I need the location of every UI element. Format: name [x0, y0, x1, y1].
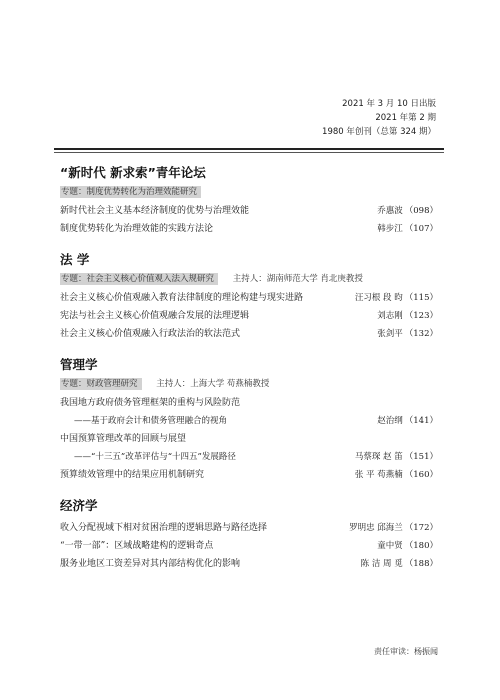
toc-entry[interactable] [60, 325, 438, 343]
entry-title: 社会主义核心价值观融入教育法律制度的理论构建与现实进路 [60, 293, 304, 303]
publication-info [322, 97, 436, 139]
entry-author: 张 平 苟燕楠 [354, 470, 403, 480]
section-heading: 管理学 [60, 357, 98, 372]
toc-entry[interactable] [60, 202, 438, 220]
entry-title: 社会主义核心价值观融入行政法治的软法范式 [60, 329, 241, 339]
toc-entry[interactable] [60, 430, 438, 448]
publish-date: 2021 年 3 月 10 日出版 [342, 99, 436, 109]
entry-title: 我国地方政府债务管理框架的重构与风险防范 [60, 398, 241, 408]
header-rule-thin [54, 152, 444, 153]
entry-title: 宪法与社会主义核心价值观融合发展的法理逻辑 [60, 311, 250, 321]
section-heading: “新时代 新求索”青年论坛 [60, 165, 206, 180]
entry-author: 乔惠波 [377, 206, 403, 216]
toc-entry[interactable] [60, 289, 438, 307]
section-youth-forum [60, 163, 438, 238]
section-heading: 法 学 [60, 252, 90, 267]
toc-entry[interactable] [60, 448, 438, 466]
special-topic-label: 专题：制度优势转化为治理效能研究 [60, 186, 201, 198]
table-of-contents [60, 163, 438, 585]
entry-page: （123） [404, 311, 438, 321]
entry-page: （188） [404, 559, 438, 569]
entry-page: （141） [404, 416, 438, 426]
entry-page: （172） [404, 523, 438, 533]
entry-author: 罗明忠 邱海兰 [349, 523, 403, 533]
entry-title: 收入分配视域下相对贫困治理的逻辑思路与路径选择 [60, 523, 268, 533]
entry-author: 童中贤 [377, 541, 403, 551]
toc-entry[interactable] [60, 555, 438, 573]
entry-page: （115） [404, 293, 438, 303]
entry-author: 韩步江 [377, 224, 403, 234]
issue-number: 2021 年第 2 期 [375, 113, 436, 123]
section-law [60, 250, 438, 343]
entry-title: “一带一部”：区域战略建构的逻辑奇点 [60, 541, 214, 551]
special-topic-label: 专题：社会主义核心价值观入法入规研究 [60, 273, 218, 285]
entry-page: （132） [404, 329, 438, 339]
entry-page: （107） [404, 224, 438, 234]
special-topic [60, 186, 438, 199]
toc-entry[interactable] [60, 466, 438, 484]
special-topic [60, 378, 438, 391]
special-topic-host: 主持人：上海大学 苟燕楠教授 [156, 379, 270, 389]
entry-author: 张剑平 [377, 329, 403, 339]
section-economics [60, 496, 438, 573]
entry-subtitle: ——“十三五”改革评估与“十四五”发展路径 [74, 452, 236, 462]
entry-author: 刘志刚 [377, 311, 403, 321]
entry-title: 预算绩效管理中的结果应用机制研究 [60, 470, 205, 480]
entry-page: （098） [404, 206, 438, 216]
toc-entry[interactable] [60, 220, 438, 238]
entry-page: （180） [404, 541, 438, 551]
section-heading: 经济学 [60, 498, 98, 513]
entry-title: 新时代社会主义基本经济制度的优势与治理效能 [60, 206, 250, 216]
toc-entry[interactable] [60, 307, 438, 325]
toc-entry[interactable] [60, 394, 438, 412]
special-topic-host: 主持人：湖南师范大学 肖北庚教授 [232, 274, 363, 284]
entry-author: 陈 洁 周 觅 [360, 559, 403, 569]
entry-title: 服务业地区工资差异对其内部结构优化的影响 [60, 559, 241, 569]
entry-author: 赵治纲 [377, 416, 403, 426]
entry-author: 汪习根 段 昀 [354, 293, 403, 303]
entry-title: 制度优势转化为治理效能的实践方法论 [60, 224, 214, 234]
section-management [60, 355, 438, 484]
entry-page: （151） [404, 452, 438, 462]
special-topic [60, 273, 438, 286]
toc-entry[interactable] [60, 537, 438, 555]
entry-page: （160） [404, 470, 438, 480]
toc-entry[interactable] [60, 412, 438, 430]
founded-line: 1980 年创刊（总第 324 期） [322, 127, 436, 137]
entry-title: 中国预算管理改革的回顾与展望 [60, 434, 187, 444]
special-topic-label: 专题：财政管理研究 [60, 378, 142, 390]
entry-author: 马蔡琛 赵 笛 [354, 452, 403, 462]
entry-subtitle: ——基于政府会计和债务管理融合的视角 [74, 416, 228, 426]
toc-entry[interactable] [60, 519, 438, 537]
header-rule-thick [54, 148, 444, 150]
responsible-reviewer: 责任审读：杨振闻 [374, 647, 438, 656]
